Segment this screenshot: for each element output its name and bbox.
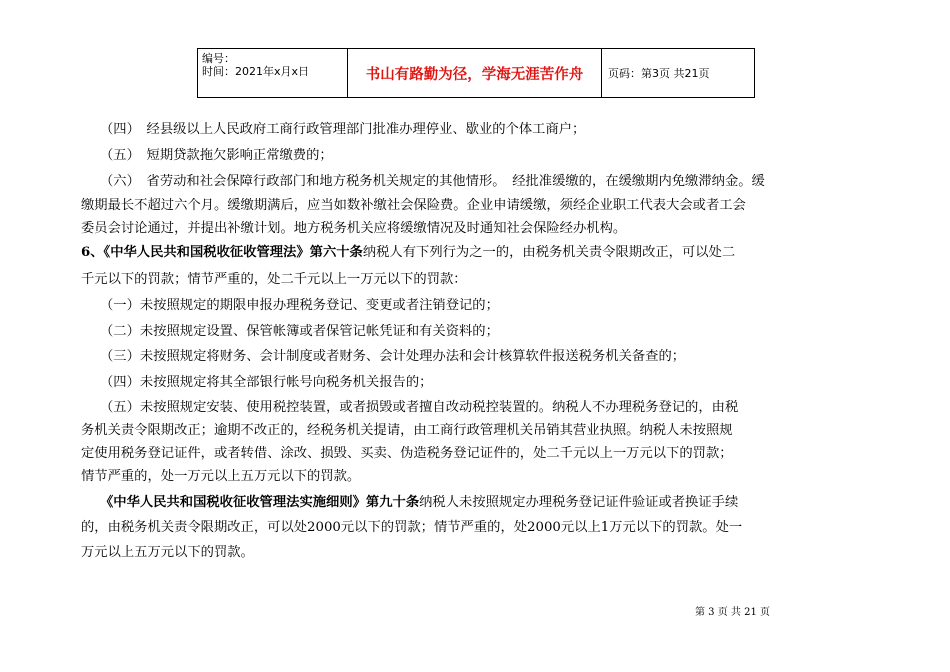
body-line-1: （四） 经县级以上人民政府工商行政管理部门批准办理停业、歇业的个体工商户； [100, 122, 586, 137]
law-article-heading: 6、《中华人民共和国税收征收管理法》第六十条 [81, 245, 363, 260]
page-footer: 第 3 页 共 21 页 [695, 607, 770, 618]
body-line-2: （五） 短期贷款拖欠影响正常缴费的； [100, 148, 333, 163]
body-line-17: 的，由税务机关责令限期改正，可以处2000元以下的罚款；情节严重的，处2000元以上1万元以下的罚款。处一 [81, 520, 743, 535]
page-label: 页码：第3页 共21页 [608, 67, 710, 80]
regulation-article-heading: 《中华人民共和国税收征收管理法实施细则》第九十条 [100, 495, 420, 510]
header-table [197, 48, 755, 98]
body-line-4: 缴期最长不超过六个月。缓缴期满后，应当如数补缴社会保险费。企业申请缓缴，须经企业职工代表大会或者工会 [81, 198, 746, 213]
body-line-5: 委员会讨论通过，并提出补缴计划。地方税务机关应将缓缴情况及时通知社会保险经办机构。 [81, 221, 627, 236]
body-line-9: （二）未按照规定设置、保管帐簿或者保管记帐凭证和有关资料的； [100, 324, 499, 339]
body-line-7: 千元以下的罚款；情节严重的，处二千元以上一万元以下的罚款： [81, 272, 467, 287]
body-line-8: （一）未按照规定的期限申报办理税务登记、变更或者注销登记的； [100, 298, 499, 313]
motto: 书山有路勤为径，学海无涯苦作舟 [348, 49, 602, 97]
body-line-15: 情节严重的，处一万元以上五万元以下的罚款。 [81, 469, 361, 484]
body-line-13: 务机关责令限期改正；逾期不改正的，经税务机关提请，由工商行政管理机关吊销其营业执照。纳税人未按照规 [81, 423, 733, 438]
body-line-3: （六） 省劳动和社会保障行政部门和地方税务机关规定的其他情形。 经批准缓缴的，在缓缴期内免缴滞纳金。缓 [100, 174, 765, 189]
number-label: 编号： [202, 52, 235, 65]
body-line-18: 万元以上五万元以下的罚款。 [81, 545, 254, 560]
header-meta-cell [198, 49, 348, 97]
body-line-12: （五）未按照规定安装、使用税控装置，或者损毁或者擅自改动税控装置的。纳税人不办理税务登记的，由税 [100, 400, 739, 415]
time-label: 时间：2021年x月x日 [202, 65, 310, 78]
body-line-16 [100, 495, 738, 511]
regulation-article-text: 纳税人未按照规定办理税务登记证件验证或者换证手续 [419, 495, 739, 510]
law-article-text: 纳税人有下列行为之一的，由税务机关责令限期改正，可以处二 [362, 245, 736, 260]
body-line-11: （四）未按照规定将其全部银行帐号向税务机关报告的； [100, 375, 433, 390]
body-line-14: 定使用税务登记证件，或者转借、涂改、损毁、买卖、伪造税务登记证件的，处二千元以上一万元以下的罚款； [81, 446, 733, 461]
body-line-10: （三）未按照规定将财务、会计制度或者财务、会计处理办法和会计核算软件报送税务机关备查的； [100, 349, 686, 364]
body-line-6 [81, 245, 735, 261]
